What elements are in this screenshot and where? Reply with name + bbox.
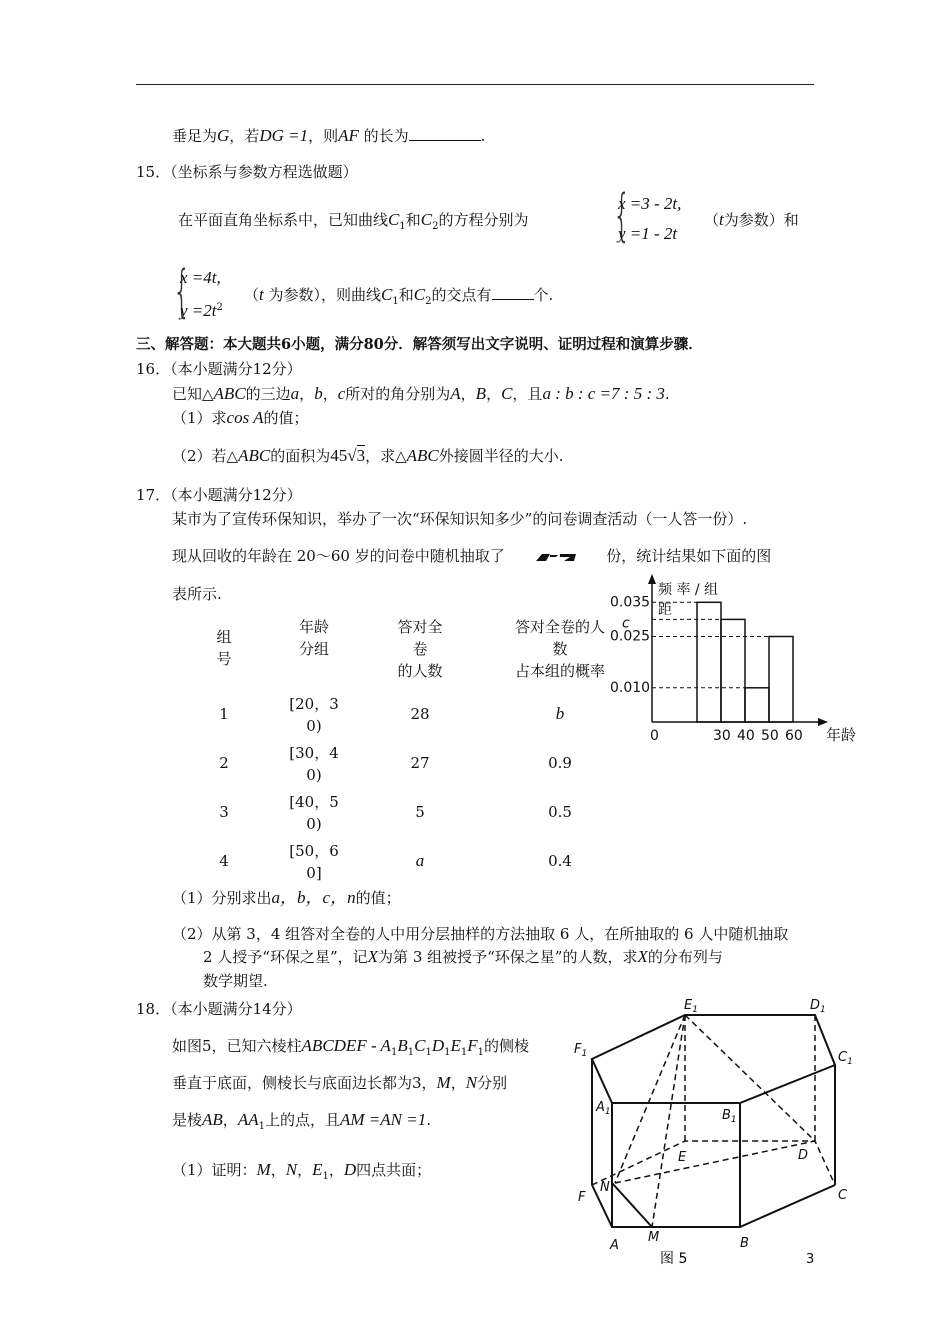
brace-1: { — [612, 183, 631, 248]
p16-line1: 已知△ABC的三边a，b，c所对的角分别为A，B，C，且a : b : c =7 : 5 : 3. — [172, 384, 670, 403]
table-cell: a — [415, 851, 425, 870]
table-cell: 0.9 — [548, 754, 572, 772]
p15-line2: （t 为参数），则曲线$C_1$和$C_2$的交点有 个. — [244, 285, 554, 307]
y-tick-label: c — [622, 615, 630, 632]
frequency-histogram — [600, 570, 870, 750]
y-tick-label: 0.035 — [610, 594, 651, 611]
vertex-label-d: D — [798, 1148, 809, 1163]
x-tick-label: 60 — [785, 728, 803, 744]
p18-heading: 18．（本小题满分14分） — [136, 1000, 302, 1018]
p15-eq1a: x =3 - 2t, — [618, 194, 682, 213]
prism-hidden-edges — [592, 1015, 835, 1227]
vertex-label-e1: $E_1$ — [684, 998, 698, 1015]
p14-line: 垂足为G，若DG =1，则AF 的长为 . — [172, 126, 486, 145]
illegible-number-glyph — [536, 552, 576, 562]
x-tick-label: 30 — [713, 728, 731, 744]
table-cell: 5 — [415, 803, 425, 821]
vertex-label-c1: $C_1$ — [838, 1050, 853, 1067]
answer-blank — [409, 126, 481, 141]
p15-heading: 15．（坐标系与参数方程选做题） — [136, 163, 358, 181]
vertex-label-a: A — [610, 1238, 619, 1253]
table-cell: 2 — [219, 754, 229, 772]
vertex-label-n: N — [600, 1180, 610, 1195]
p18-q1: （1）证明：M，N，$E_1$，D四点共面； — [172, 1160, 432, 1182]
y-tick-label: 0.025 — [610, 628, 651, 645]
vertex-label-f1: $F_1$ — [574, 1042, 588, 1059]
table-cell: [50，6 0] — [289, 842, 339, 882]
p18-line2: 垂直于底面，侧棱长与底面边长都为3，M，N分别 — [172, 1073, 508, 1092]
answer-blank — [492, 285, 534, 300]
vertex-label-m: M — [648, 1230, 660, 1245]
vertex-label-b: B — [740, 1236, 749, 1251]
p17-q2-line1: （2）从第 3，4 组答对全卷的人中用分层抽样的方法抽取 6 人，在所抽取的 6 人中随机抽取 — [172, 925, 789, 943]
p17-line2: 现从回收的年龄在 20～60 岁的问卷中随机抽取了 份，统计结果如下面的图 — [172, 547, 772, 565]
p15-eq1b: y =1 - 2t — [618, 224, 678, 243]
vertex-label-b1: $B_1$ — [722, 1108, 737, 1125]
histogram-bar — [697, 602, 721, 722]
y-axis-label: 频 率 / 组 — [658, 582, 719, 598]
p18-line3: 是棱AB，$AA_1$上的点，且AM =AN =1. — [172, 1110, 431, 1132]
x-tick-label: 50 — [761, 728, 779, 744]
section-3-heading: 三、解答题：本大题共6小题，满分80分．解答须写出文字说明、证明过程和演算步骤． — [136, 336, 703, 353]
p16-q1: （1）求cos A的值； — [172, 408, 309, 427]
table-cell: 0.4 — [548, 852, 572, 870]
p17-heading: 17．（本小题满分12分） — [136, 486, 302, 504]
prism-mn-segment — [612, 1183, 652, 1227]
p17-q2-line2: 2 人授予“环保之星”，记X为第 3 组被授予“环保之星”的人数，求X的分布列与 — [203, 947, 723, 966]
prism-figure — [570, 995, 870, 1275]
x-axis-label: 年龄 — [826, 726, 857, 744]
table-cell: [20，3 0) — [289, 695, 339, 735]
x-tick-label: 40 — [737, 728, 755, 744]
x-tick-label: 0 — [650, 728, 659, 744]
p15-line1: 在平面直角坐标系中，已知曲线$C_1$和$C_2$的方程分别为 — [178, 210, 529, 232]
table-cell: 1 — [219, 705, 229, 723]
table-cell: 3 — [219, 803, 229, 821]
figure-caption: 图 5 — [660, 1251, 688, 1267]
p17-q1: （1）分别求出a，b，c，n的值； — [172, 888, 401, 907]
histogram-bar — [745, 688, 769, 722]
header-rule — [136, 84, 814, 85]
page-number: 3 — [806, 1252, 815, 1267]
table-cell: [40，5 0) — [289, 793, 339, 833]
p17-q2-line3: 数学期望. — [203, 972, 268, 990]
table-header-cell: 答对全 卷 的人数 — [397, 618, 443, 680]
p15-eq2a: x =4t, — [180, 268, 221, 287]
y-tick-label: 0.010 — [610, 679, 651, 696]
vertex-label-d1: $D_1$ — [810, 998, 826, 1015]
y-axis-label-cont: 距 — [658, 602, 672, 618]
p15-eq2b: $y =2t^2$ — [180, 301, 223, 320]
p17-line1: 某市为了宣传环保知识，举办了一次“环保知识知多少”的问卷调查活动（一人答一份）. — [172, 510, 748, 528]
p18-line1: 如图5，已知六棱柱ABCDEF - $A_1B_1C_1D_1E_1F_1$的侧棱 — [172, 1036, 530, 1058]
table-header-cell: 年龄 分组 — [298, 618, 329, 658]
table-header-cell: 组 号 — [216, 628, 232, 668]
vertex-label-e: E — [678, 1150, 687, 1165]
table-cell: 28 — [410, 705, 430, 723]
histogram-bar — [769, 637, 793, 723]
table-header-cell: 答对全卷的人 数 占本组的概率 — [514, 618, 605, 680]
histogram-bar — [721, 619, 745, 722]
p15-param1: （t为参数）和 — [704, 210, 799, 229]
vertex-label-a1: $A_1$ — [596, 1100, 611, 1117]
table-cell: 4 — [219, 852, 229, 870]
p17-line3: 表所示. — [172, 585, 222, 603]
table-cell: b — [555, 704, 565, 723]
table-cell: [30，4 0) — [289, 744, 339, 784]
table-cell: 0.5 — [548, 803, 572, 821]
brace-2: { — [172, 259, 191, 324]
prism-solid-edges — [592, 1015, 835, 1227]
p16-q2: （2）若△ABC的面积为45√3，求△ABC外接圆半径的大小. — [172, 446, 564, 465]
table-cell: 27 — [410, 754, 430, 772]
vertex-label-f: F — [578, 1190, 586, 1205]
vertex-label-c: C — [838, 1188, 848, 1203]
p16-heading: 16．（本小题满分12分） — [136, 360, 302, 378]
